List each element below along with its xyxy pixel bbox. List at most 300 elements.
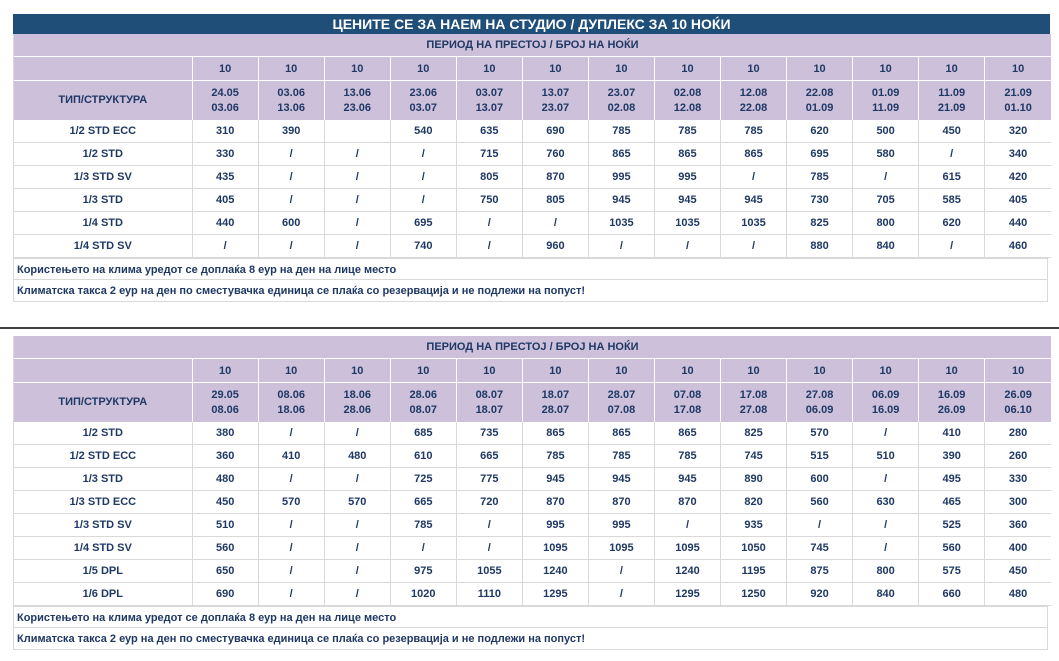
price-cell: 410 [919, 422, 985, 445]
nights-header-blank [14, 57, 192, 81]
price-cell: 945 [721, 189, 787, 212]
price-cell: 610 [390, 445, 456, 468]
table-row [14, 491, 1051, 514]
nights-header-row [14, 359, 1051, 383]
nights-cell: 10 [522, 359, 588, 383]
period-to: 03.07 [409, 101, 438, 114]
period-dates-cell [853, 383, 919, 423]
period-from: 26.09 [1004, 388, 1032, 401]
period-from: 13.06 [343, 86, 371, 99]
period-from: 29.05 [211, 388, 239, 401]
price-cell: 630 [853, 491, 919, 514]
price-cell: 935 [721, 514, 787, 537]
price-cell: 1035 [654, 212, 720, 235]
nights-cell: 10 [721, 57, 787, 81]
price-cell: 1055 [456, 560, 522, 583]
price-cell: 600 [787, 468, 853, 491]
period-dates-cell [390, 81, 456, 121]
period-from: 18.07 [541, 388, 570, 401]
room-type-cell: 1/4 STD SV [14, 235, 192, 258]
nights-cell: 10 [919, 57, 985, 81]
price-cell: / [324, 468, 390, 491]
period-to: 16.09 [871, 403, 900, 416]
period-to: 07.08 [607, 403, 636, 416]
price-cell: / [853, 537, 919, 560]
price-cell: / [853, 514, 919, 537]
price-cell: / [390, 166, 456, 189]
price-cell: 1295 [522, 583, 588, 606]
period-from: 28.06 [409, 388, 438, 401]
period-dates-cell [787, 81, 853, 121]
period-dates-cell [853, 81, 919, 121]
price-cell: 435 [192, 166, 258, 189]
period-from: 11.09 [938, 86, 966, 99]
price-cell: 945 [588, 468, 654, 491]
period-header-row [14, 34, 1051, 57]
price-cell: 975 [390, 560, 456, 583]
period-dates-cell [654, 383, 720, 423]
nights-cell: 10 [919, 359, 985, 383]
price-cell: 1195 [721, 560, 787, 583]
nights-cell: 10 [192, 57, 258, 81]
period-from: 28.07 [607, 388, 636, 401]
price-cell: 280 [985, 422, 1051, 445]
period-to: 13.06 [277, 101, 305, 114]
table-row [14, 212, 1051, 235]
period-to: 18.06 [277, 403, 305, 416]
price-cell: 480 [192, 468, 258, 491]
price-cell: 690 [192, 583, 258, 606]
price-cell: 715 [456, 143, 522, 166]
room-type-cell: 1/3 STD ECC [14, 491, 192, 514]
price-cell: 1250 [721, 583, 787, 606]
price-cell: / [324, 537, 390, 560]
nights-cell: 10 [522, 57, 588, 81]
price-cell: 330 [192, 143, 258, 166]
price-cell: 945 [522, 468, 588, 491]
price-cell: / [258, 189, 324, 212]
period-from: 01.09 [871, 86, 900, 99]
period-from: 22.08 [805, 86, 834, 99]
nights-cell: 10 [258, 57, 324, 81]
price-cell: / [456, 235, 522, 258]
price-cell: 785 [522, 445, 588, 468]
price-cell: 865 [654, 422, 720, 445]
price-cell: 1035 [588, 212, 654, 235]
price-cell: 495 [919, 468, 985, 491]
period-dates-cell [324, 81, 390, 121]
price-cell: 785 [721, 120, 787, 143]
price-cell: 785 [654, 445, 720, 468]
price-cell: / [324, 583, 390, 606]
price-cell: / [721, 166, 787, 189]
price-cell: 450 [192, 491, 258, 514]
period-dates-cell [192, 383, 258, 423]
period-to: 12.08 [673, 101, 702, 114]
period-from: 17.08 [739, 388, 768, 401]
room-type-cell: 1/3 STD SV [14, 514, 192, 537]
price-cell: 870 [654, 491, 720, 514]
period-from: 23.07 [607, 86, 636, 99]
price-cell: 785 [787, 166, 853, 189]
price-cell: 510 [192, 514, 258, 537]
price-cell: 825 [787, 212, 853, 235]
price-cell: 870 [588, 491, 654, 514]
price-cell: 820 [721, 491, 787, 514]
nights-cell: 10 [390, 359, 456, 383]
room-type-cell: 1/3 STD [14, 468, 192, 491]
price-cell: 800 [853, 212, 919, 235]
nights-cell: 10 [985, 57, 1051, 81]
nights-cell: 10 [853, 57, 919, 81]
price-cell: 745 [787, 537, 853, 560]
price-cell: 380 [192, 422, 258, 445]
table-row [14, 422, 1051, 445]
room-type-cell: 1/4 STD [14, 212, 192, 235]
price-cell: 405 [192, 189, 258, 212]
price-cell: 865 [588, 422, 654, 445]
price-cell: / [853, 468, 919, 491]
price-cell: 440 [985, 212, 1051, 235]
nights-cell: 10 [588, 57, 654, 81]
nights-cell: 10 [787, 57, 853, 81]
price-cell: / [324, 514, 390, 537]
price-cell: 880 [787, 235, 853, 258]
price-cell: 450 [919, 120, 985, 143]
price-cell: 745 [721, 445, 787, 468]
price-cell: 870 [522, 491, 588, 514]
period-to: 21.09 [937, 101, 966, 114]
price-cell: 870 [522, 166, 588, 189]
period-dates-cell [588, 383, 654, 423]
period-to: 06.09 [805, 403, 834, 416]
period-from: 24.05 [211, 86, 239, 99]
price-cell: 410 [258, 445, 324, 468]
price-cell: / [588, 583, 654, 606]
period-to: 01.09 [805, 101, 834, 114]
price-cell: 525 [919, 514, 985, 537]
period-from: 08.07 [475, 388, 504, 401]
dates-header-row [14, 81, 1051, 121]
price-cell: / [324, 560, 390, 583]
period-header: ПЕРИОД НА ПРЕСТОЈ / БРОЈ НА НОЌИ [14, 34, 1051, 57]
price-cell: 1095 [654, 537, 720, 560]
price-cell: 480 [324, 445, 390, 468]
price-cell: 865 [588, 143, 654, 166]
period-to: 28.06 [343, 403, 371, 416]
price-cell: 705 [853, 189, 919, 212]
price-cell: 600 [258, 212, 324, 235]
price-cell: 785 [588, 445, 654, 468]
price-cell: 260 [985, 445, 1051, 468]
nights-cell: 10 [324, 359, 390, 383]
table-row [14, 235, 1051, 258]
table-row [14, 560, 1051, 583]
price-cell: 890 [721, 468, 787, 491]
price-cell: / [258, 422, 324, 445]
price-cell: 995 [588, 166, 654, 189]
price-cell: 405 [985, 189, 1051, 212]
price-cell: 400 [985, 537, 1051, 560]
period-dates-cell [258, 383, 324, 423]
price-cell: 875 [787, 560, 853, 583]
price-cell: 865 [721, 143, 787, 166]
price-cell: / [853, 166, 919, 189]
price-cell: 960 [522, 235, 588, 258]
price-cell: 390 [919, 445, 985, 468]
price-cell: / [654, 235, 720, 258]
period-dates-cell [919, 383, 985, 423]
period-dates-cell [721, 383, 787, 423]
period-dates-cell [721, 81, 787, 121]
price-cell: 865 [522, 422, 588, 445]
period-dates-cell [456, 81, 522, 121]
period-from: 23.06 [409, 86, 438, 99]
price-cell: 635 [456, 120, 522, 143]
price-cell: / [456, 212, 522, 235]
price-cell: 585 [919, 189, 985, 212]
price-cell: 390 [258, 120, 324, 143]
price-cell: 665 [390, 491, 456, 514]
price-cell: 725 [390, 468, 456, 491]
table-row [14, 537, 1051, 560]
price-cell: 650 [192, 560, 258, 583]
table-row [14, 445, 1051, 468]
price-cell: 690 [522, 120, 588, 143]
price-cell: 665 [456, 445, 522, 468]
nights-cell: 10 [654, 57, 720, 81]
room-type-cell: 1/2 STD [14, 422, 192, 445]
price-cell: 1295 [654, 583, 720, 606]
price-cell: / [588, 560, 654, 583]
nights-cell: 10 [588, 359, 654, 383]
period-from: 21.09 [1004, 86, 1032, 99]
period-dates-cell [192, 81, 258, 121]
table-row [14, 120, 1051, 143]
footnote: Користењето на клима уредот се доплаќа 8 еур на ден на лице место [13, 258, 1048, 280]
price-cell: / [654, 514, 720, 537]
period-header: ПЕРИОД НА ПРЕСТОЈ / БРОЈ НА НОЌИ [14, 336, 1051, 359]
nights-cell: 10 [324, 57, 390, 81]
period-dates-cell [456, 383, 522, 423]
period-from: 06.09 [871, 388, 900, 401]
period-from: 08.06 [277, 388, 305, 401]
period-to: 01.10 [1004, 101, 1032, 114]
price-cell: 510 [853, 445, 919, 468]
price-cell: 1240 [522, 560, 588, 583]
price-cell: / [258, 143, 324, 166]
price-cell: / [258, 235, 324, 258]
price-cell: 945 [654, 468, 720, 491]
price-cell: 695 [390, 212, 456, 235]
period-dates-cell [919, 81, 985, 121]
nights-cell: 10 [787, 359, 853, 383]
price-table-frame [13, 34, 1050, 258]
price-table [14, 336, 1051, 606]
price-cell: / [258, 560, 324, 583]
price-cell: 570 [787, 422, 853, 445]
nights-cell: 10 [258, 359, 324, 383]
price-cell: / [258, 514, 324, 537]
period-to: 23.06 [343, 101, 371, 114]
room-type-cell: 1/2 STD ECC [14, 445, 192, 468]
price-cell: / [192, 235, 258, 258]
period-to: 26.09 [937, 403, 966, 416]
period-dates-cell [522, 81, 588, 121]
price-cell: 570 [258, 491, 324, 514]
price-cell: 1020 [390, 583, 456, 606]
price-cell: 620 [919, 212, 985, 235]
price-cell: 460 [985, 235, 1051, 258]
price-cell: 620 [787, 120, 853, 143]
footnote: Климатска такса 2 еур на ден по сместувачка единица се плаќа со резервација и не подлежи на попуст! [13, 280, 1048, 302]
price-cell: 995 [522, 514, 588, 537]
price-cell: 825 [721, 422, 787, 445]
price-cell: 300 [985, 491, 1051, 514]
table-row [14, 468, 1051, 491]
period-from: 07.08 [673, 388, 702, 401]
footnote: Климатска такса 2 еур на ден по сместувачка единица се плаќа со резервација и не подлежи на попуст! [13, 628, 1048, 650]
room-type-cell: 1/2 STD [14, 143, 192, 166]
price-cell: 735 [456, 422, 522, 445]
price-cell: 800 [853, 560, 919, 583]
price-cell: 360 [192, 445, 258, 468]
price-cell: 840 [853, 235, 919, 258]
period-to: 27.08 [739, 403, 768, 416]
dates-header-row [14, 383, 1051, 423]
nights-cell: 10 [985, 359, 1051, 383]
page-title: ЦЕНИТЕ СЕ ЗА НАЕМ НА СТУДИО / ДУПЛЕКС ЗА 10 НОЌИ [13, 14, 1050, 34]
price-cell: 440 [192, 212, 258, 235]
price-cell: / [787, 514, 853, 537]
table-row [14, 189, 1051, 212]
price-cell: / [324, 422, 390, 445]
type-structure-header: ТИП/СТРУКТУРА [14, 383, 192, 423]
price-cell: 1050 [721, 537, 787, 560]
price-cell: / [258, 166, 324, 189]
period-to: 13.07 [475, 101, 504, 114]
period-to: 08.06 [211, 403, 239, 416]
period-to: 23.07 [541, 101, 570, 114]
nights-cell: 10 [654, 359, 720, 383]
price-cell: 760 [522, 143, 588, 166]
price-cell: / [853, 422, 919, 445]
period-from: 16.09 [937, 388, 966, 401]
price-cell: 785 [390, 514, 456, 537]
price-cell: 840 [853, 583, 919, 606]
price-cell: 995 [654, 166, 720, 189]
nights-cell: 10 [456, 57, 522, 81]
price-cell: / [324, 212, 390, 235]
period-dates-cell [522, 383, 588, 423]
price-table [14, 34, 1051, 258]
period-from: 03.07 [475, 86, 504, 99]
price-cell: / [588, 235, 654, 258]
price-cell: / [258, 583, 324, 606]
price-cell: / [456, 514, 522, 537]
price-cell: 570 [324, 491, 390, 514]
nights-header-blank [14, 359, 192, 383]
price-cell: 340 [985, 143, 1051, 166]
price-cell: 865 [654, 143, 720, 166]
period-dates-cell [324, 383, 390, 423]
price-cell: / [390, 537, 456, 560]
period-dates-cell [390, 383, 456, 423]
footnote: Користењето на клима уредот се доплаќа 8 еур на ден на лице место [13, 606, 1048, 628]
price-cell: 1110 [456, 583, 522, 606]
price-cell: 560 [787, 491, 853, 514]
period-to: 28.07 [541, 403, 570, 416]
price-cell: 310 [192, 120, 258, 143]
period-to: 06.10 [1004, 403, 1032, 416]
price-cell: / [390, 143, 456, 166]
period-dates-cell [588, 81, 654, 121]
price-cell: 360 [985, 514, 1051, 537]
price-cell: 515 [787, 445, 853, 468]
price-cell: 730 [787, 189, 853, 212]
room-type-cell: 1/4 STD SV [14, 537, 192, 560]
nights-cell: 10 [721, 359, 787, 383]
period-to: 02.08 [607, 101, 636, 114]
price-cell: 945 [588, 189, 654, 212]
price-cell: 740 [390, 235, 456, 258]
price-cell: / [721, 235, 787, 258]
period-dates-cell [654, 81, 720, 121]
period-from: 03.06 [277, 86, 305, 99]
price-cell: 695 [787, 143, 853, 166]
section-divider [0, 327, 1059, 329]
price-cell: 480 [985, 583, 1051, 606]
period-from: 12.08 [739, 86, 768, 99]
price-cell: / [324, 166, 390, 189]
price-cell: 540 [390, 120, 456, 143]
period-from: 13.07 [541, 86, 570, 99]
price-cell: 720 [456, 491, 522, 514]
price-cell: 560 [192, 537, 258, 560]
price-cell: 995 [588, 514, 654, 537]
price-cell: 945 [654, 189, 720, 212]
price-cell: / [919, 235, 985, 258]
room-type-cell: 1/5 DPL [14, 560, 192, 583]
period-to: 11.09 [872, 101, 900, 114]
price-table-block-1 [13, 34, 1050, 302]
price-cell: 560 [919, 537, 985, 560]
price-cell: 1035 [721, 212, 787, 235]
period-dates-cell [985, 81, 1051, 121]
table-row [14, 143, 1051, 166]
price-cell: 775 [456, 468, 522, 491]
price-cell: 580 [853, 143, 919, 166]
price-cell: 660 [919, 583, 985, 606]
period-from: 18.06 [343, 388, 371, 401]
room-type-cell: 1/3 STD [14, 189, 192, 212]
period-to: 18.07 [475, 403, 504, 416]
price-cell: 420 [985, 166, 1051, 189]
price-table-block-2 [13, 336, 1050, 650]
price-cell: / [258, 537, 324, 560]
price-cell [324, 120, 390, 143]
period-to: 22.08 [739, 101, 768, 114]
room-type-cell: 1/3 STD SV [14, 166, 192, 189]
period-header-row [14, 336, 1051, 359]
price-cell: 320 [985, 120, 1051, 143]
price-cell: 785 [588, 120, 654, 143]
room-type-cell: 1/6 DPL [14, 583, 192, 606]
price-cell: 1095 [522, 537, 588, 560]
type-structure-header: ТИП/СТРУКТУРА [14, 81, 192, 121]
nights-header-row [14, 57, 1051, 81]
price-cell: 465 [919, 491, 985, 514]
